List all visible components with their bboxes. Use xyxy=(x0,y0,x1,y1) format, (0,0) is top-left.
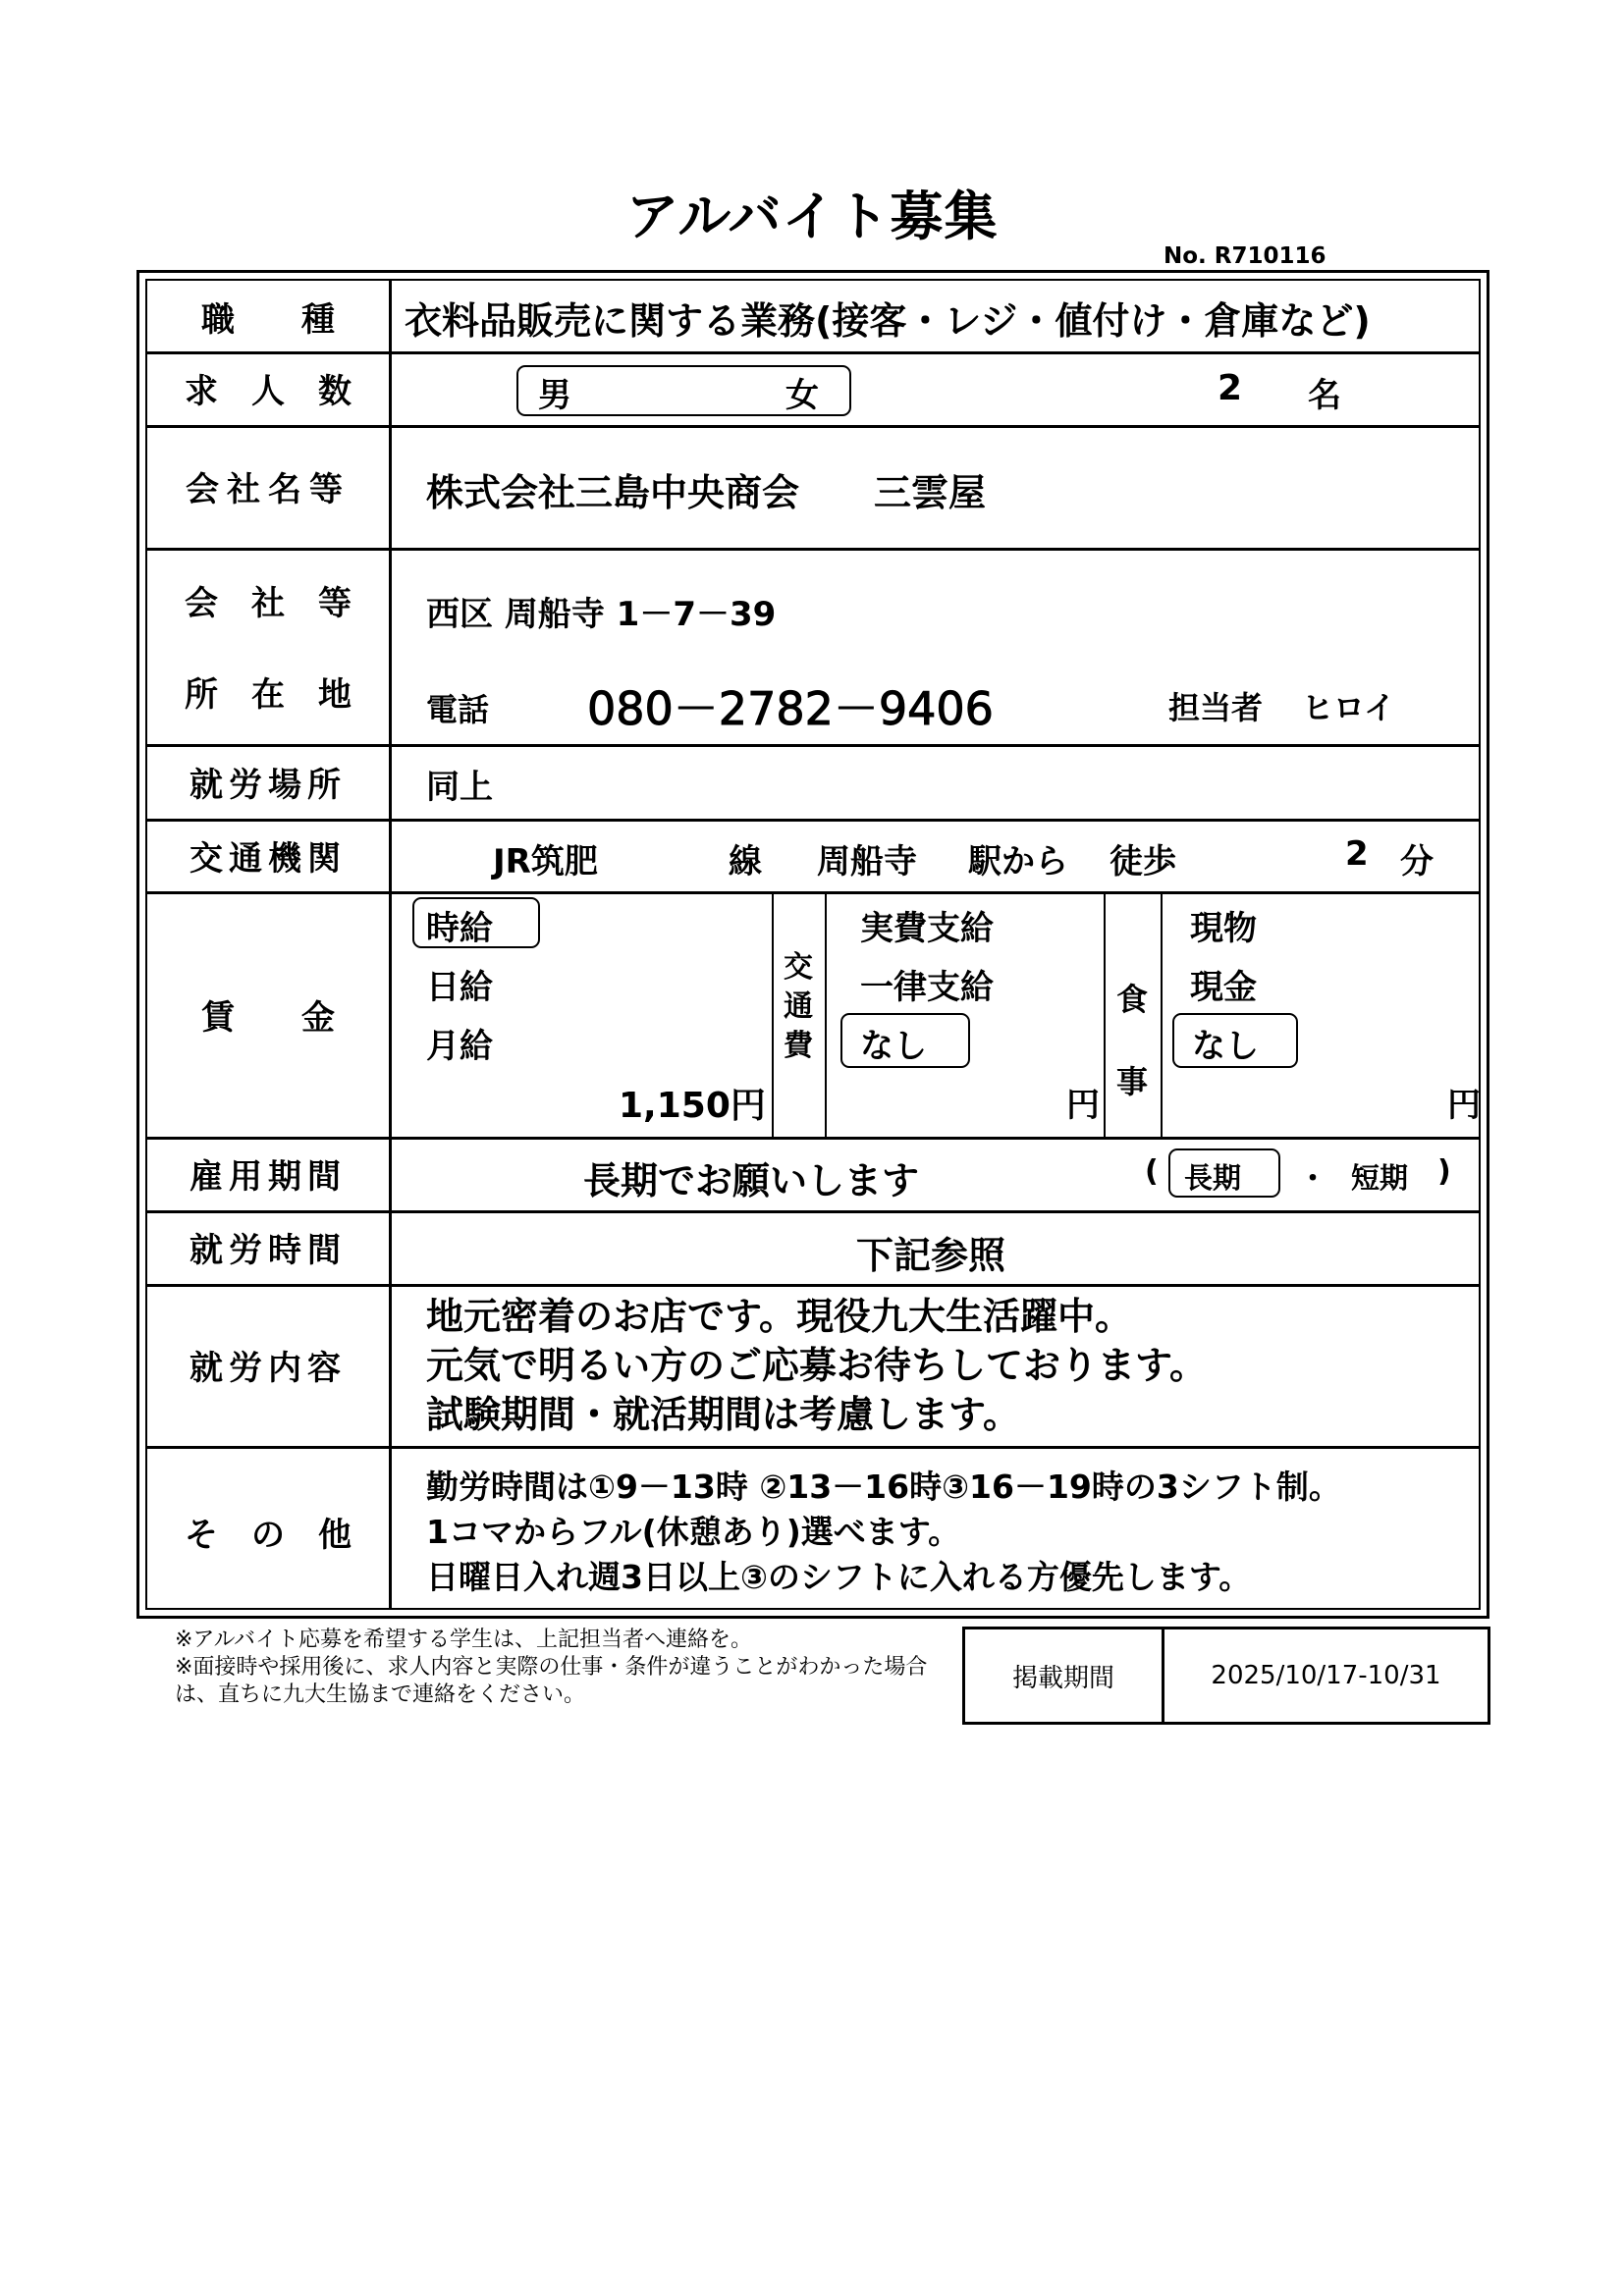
label-column-divider xyxy=(389,281,392,1608)
train-line-name: JR筑肥 xyxy=(493,842,598,881)
job-content-line: 元気で明るい方のご応募お待ちしております。 xyxy=(426,1344,1207,1387)
meal-cash-option: 現金 xyxy=(1190,968,1257,1007)
meal-label: 食事 xyxy=(1115,981,1148,1100)
transport-label: 交通機関 xyxy=(189,838,347,879)
other-line: 勤労時間は①9－13時 ②13－16時③16－19時の3シフト制。 xyxy=(426,1468,1341,1506)
contact-name: ヒロイ xyxy=(1302,689,1396,726)
job-content-label: 就労内容 xyxy=(189,1349,347,1388)
working-hours-label: 就労時間 xyxy=(189,1231,347,1270)
transport-fee-label: 交通費 xyxy=(784,950,813,1063)
address-label-line1: 会 社 等 xyxy=(185,584,352,623)
address-label xyxy=(147,548,389,744)
company-name: 株式会社三島中央商会 三雲屋 xyxy=(426,471,987,514)
short-term-option: 短期 xyxy=(1351,1161,1409,1195)
footer-note: ※アルバイト応募を希望する学生は、上記担当者へ連絡を。 xyxy=(175,1628,753,1652)
headcount-number: 2 xyxy=(1218,368,1243,408)
footer-notes xyxy=(175,1627,960,1709)
other-line: 日曜日入れ週3日以上③のシフトに入れる方優先します。 xyxy=(426,1558,1252,1596)
job-content-line: 地元密着のお店です。現役九大生活躍中。 xyxy=(426,1295,1132,1338)
address-label-line2: 所 在 地 xyxy=(185,675,352,715)
document-number: No. R710116 xyxy=(1164,243,1326,269)
job-content-line: 試験期間・就活期間は考慮します。 xyxy=(426,1393,1020,1436)
headcount-label: 求 人 数 xyxy=(185,372,352,411)
male-option: 男 xyxy=(538,376,571,415)
other-line: 1コマからフル(休憩あり)選べます。 xyxy=(426,1513,961,1551)
period-separator: ・ xyxy=(1298,1162,1327,1197)
workplace-value: 同上 xyxy=(426,768,493,807)
period-open-paren: ( xyxy=(1145,1154,1159,1189)
meal-yen: 円 xyxy=(1447,1086,1481,1125)
station-name: 周船寺 xyxy=(817,842,917,881)
employment-period-label: 雇用期間 xyxy=(189,1157,347,1197)
page-title: アルバイト募集 xyxy=(625,186,999,247)
job-content-text xyxy=(426,1292,1207,1439)
transport-fee-yen: 円 xyxy=(1066,1086,1100,1125)
headcount-unit: 名 xyxy=(1308,376,1341,415)
period-close-paren: ) xyxy=(1437,1154,1451,1189)
other-label: そ の 他 xyxy=(185,1516,352,1555)
address-value: 西区 周船寺 1－7－39 xyxy=(426,595,777,634)
working-hours-value: 下記参照 xyxy=(856,1234,1006,1277)
posting-period-value: 2025/10/17-10/31 xyxy=(1211,1661,1441,1690)
table-inner-frame xyxy=(145,279,1481,1610)
actual-cost-option: 実費支給 xyxy=(860,909,994,948)
train-line-suffix: 線 xyxy=(729,842,762,881)
meal-value: なし xyxy=(1192,1027,1259,1066)
daily-option: 日給 xyxy=(426,968,493,1007)
walk-label: 徒歩 xyxy=(1110,842,1176,881)
walk-minutes: 2 xyxy=(1345,834,1369,874)
job-posting-table xyxy=(136,270,1489,1619)
company-label: 会社名等 xyxy=(186,470,351,509)
employment-period-value: 長期でお願いします xyxy=(583,1159,920,1202)
monthly-option: 月給 xyxy=(426,1027,493,1066)
long-term-option: 長期 xyxy=(1184,1161,1242,1195)
wage-subdivider xyxy=(825,891,827,1137)
other-text xyxy=(426,1465,1341,1600)
walk-minutes-unit: 分 xyxy=(1400,842,1434,881)
contact-label: 担当者 xyxy=(1168,689,1264,726)
wage-amount: 1,150円 xyxy=(619,1086,766,1126)
job-type-value: 衣料品販売に関する業務(接客・レジ・値付け・倉庫など) xyxy=(405,299,1371,343)
posting-period-label: 掲載期間 xyxy=(965,1629,1164,1722)
footer-note: ※面接時や採用後に、求人内容と実際の仕事・条件が違うことがわかった場合は、直ちに九大生協まで連絡をください。 xyxy=(175,1655,928,1707)
wage-subdivider xyxy=(1161,891,1163,1137)
phone-label: 電話 xyxy=(426,691,490,728)
workplace-label: 就労場所 xyxy=(189,765,347,805)
job-type-label: 職 種 xyxy=(201,299,335,340)
wage-label: 賃 金 xyxy=(201,997,335,1038)
meal-in-kind-option: 現物 xyxy=(1190,909,1257,948)
fixed-pay-option: 一律支給 xyxy=(860,968,994,1007)
posting-period-box xyxy=(962,1627,1490,1725)
phone-number: 080－2782－9406 xyxy=(587,682,994,735)
female-option: 女 xyxy=(785,376,819,415)
hourly-option: 時給 xyxy=(426,909,493,948)
wage-subdivider xyxy=(1104,891,1106,1137)
transport-fee-value: なし xyxy=(860,1027,927,1066)
wage-subdivider xyxy=(772,891,774,1137)
station-suffix: 駅から xyxy=(968,842,1068,881)
